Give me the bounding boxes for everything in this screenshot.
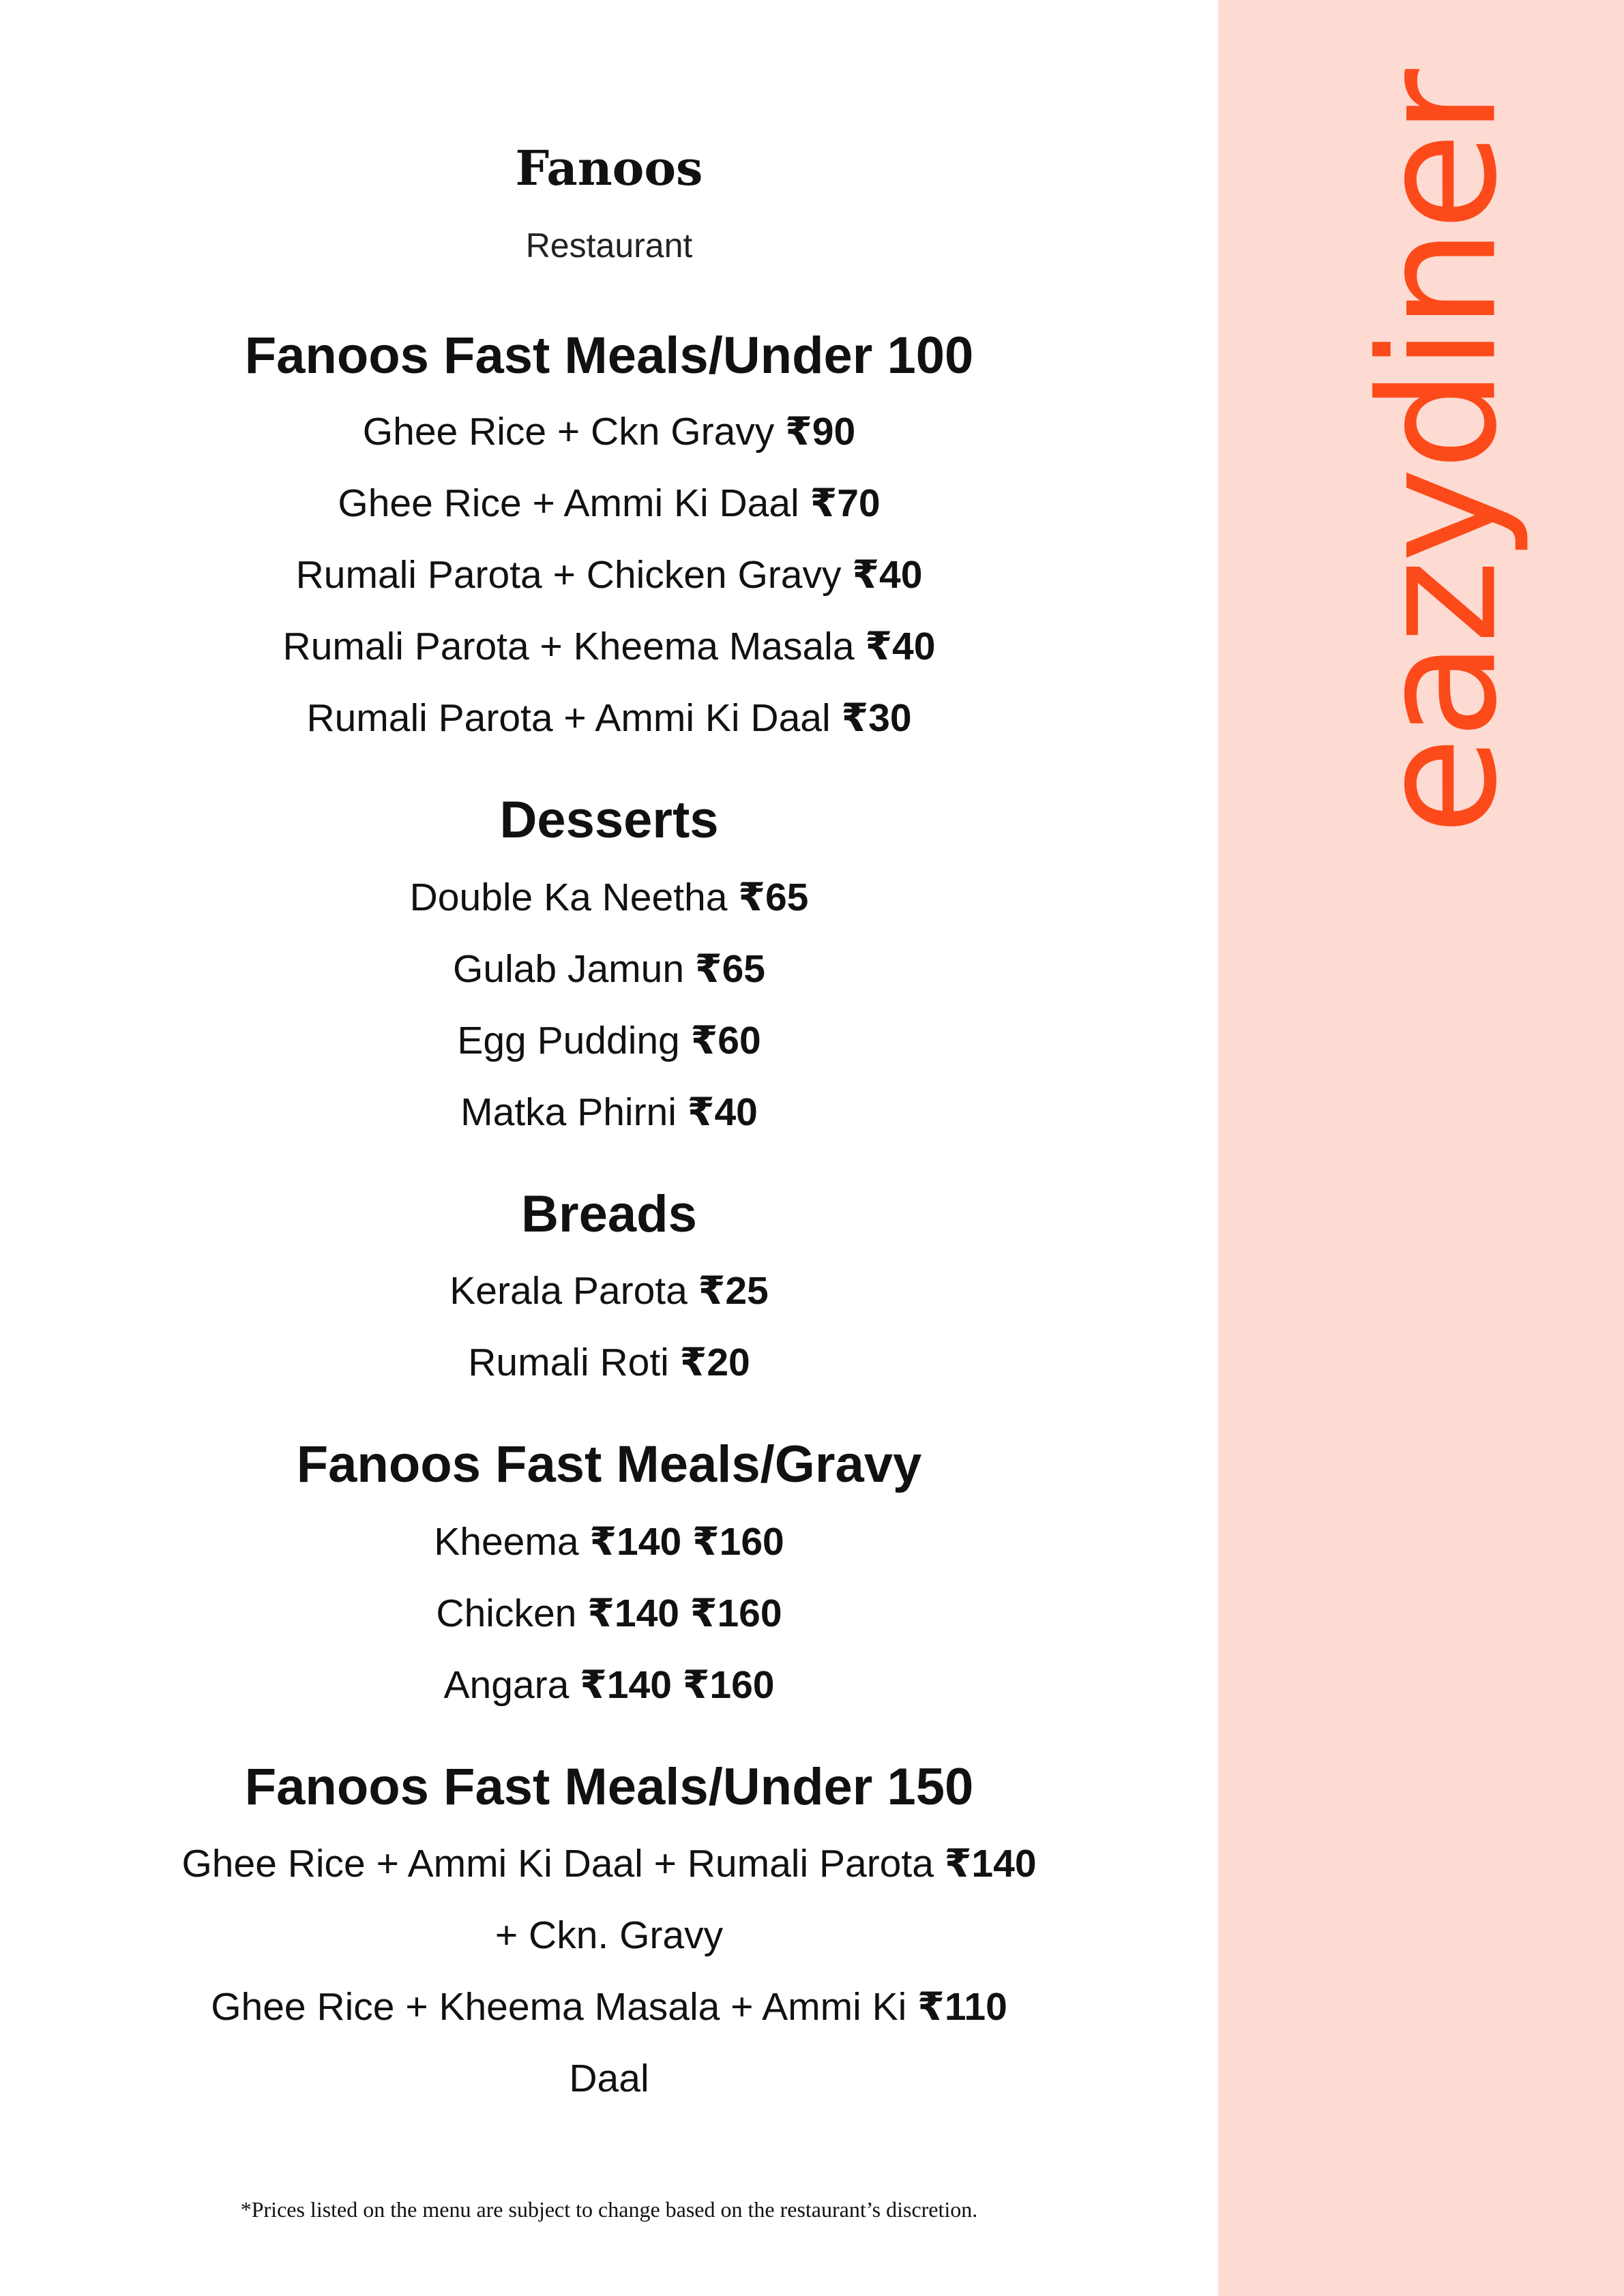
menu-item [0, 1343, 1218, 1382]
menu-item [0, 627, 1218, 666]
item-price: ₹140 ₹160 [589, 1520, 784, 1564]
section-title-desserts: Desserts [499, 791, 719, 849]
section-title-under-150: Fanoos Fast Meals/Under 150 [244, 1758, 974, 1816]
menu-item [0, 1520, 1218, 1564]
item-name: Ghee Rice + Ammi Ki Daal + Rumali Parota [181, 1842, 934, 1885]
item-price: ₹90 [785, 410, 856, 453]
item-price: ₹40 [687, 1090, 758, 1134]
item-name: Rumali Roti [468, 1341, 669, 1384]
menu-item [0, 1594, 1218, 1633]
menu-item [0, 1663, 1218, 1707]
menu-item [0, 878, 1218, 917]
menu-item [0, 1269, 1218, 1313]
restaurant-name: Fanoos [515, 140, 703, 196]
item-price: ₹65 [738, 876, 809, 919]
menu-item [0, 1842, 1218, 1885]
menu-item [0, 1019, 1218, 1062]
item-name: Kerala Parota [449, 1269, 688, 1313]
item-price: ₹40 [852, 553, 923, 597]
item-name: Rumali Parota + Kheema Masala [282, 625, 855, 668]
item-price: ₹140 ₹160 [580, 1663, 775, 1707]
section-title-breads: Breads [521, 1185, 697, 1243]
item-price: ₹70 [810, 481, 881, 525]
item-price: ₹140 [944, 1842, 1037, 1885]
item-price: ₹140 ₹160 [587, 1592, 782, 1635]
item-price: ₹65 [694, 947, 765, 991]
item-price: ₹25 [698, 1269, 769, 1313]
menu-item [0, 947, 1218, 991]
eazydiner-logo: eazydiner [1346, 72, 1533, 835]
item-price: ₹60 [690, 1019, 761, 1062]
item-name: Ghee Rice + Ammi Ki Daal [338, 481, 799, 525]
restaurant-type: Restaurant [525, 226, 693, 265]
item-name: Egg Pudding [457, 1019, 680, 1062]
item-name: Rumali Parota + Chicken Gravy [295, 553, 842, 597]
item-continuation: + Ckn. Gravy [494, 1913, 724, 1957]
item-name: Ghee Rice + Kheema Masala + Ammi Ki [211, 1985, 907, 2029]
item-name: Gulab Jamun [453, 947, 685, 991]
item-name: Ghee Rice + Ckn Gravy [362, 410, 775, 453]
section-title-gravy: Fanoos Fast Meals/Gravy [296, 1435, 922, 1493]
item-price: ₹110 [917, 1985, 1007, 2029]
menu-item [0, 1985, 1218, 2029]
item-name: Chicken [436, 1592, 577, 1635]
menu-item [0, 1090, 1218, 1134]
menu-item [0, 696, 1218, 740]
menu-item [0, 481, 1218, 525]
item-price: ₹20 [679, 1341, 750, 1384]
item-price: ₹40 [865, 625, 936, 668]
item-continuation: Daal [569, 2057, 649, 2100]
menu-item [0, 410, 1218, 453]
disclaimer: *Prices listed on the menu are subject to change based on the restaurant’s discretion. [240, 2197, 978, 2222]
item-name: Rumali Parota + Ammi Ki Daal [306, 696, 831, 740]
menu-item [0, 553, 1218, 597]
section-title-under-100: Fanoos Fast Meals/Under 100 [244, 327, 974, 385]
item-name: Matka Phirni [460, 1090, 677, 1134]
item-name: Angara [443, 1663, 570, 1707]
item-price: ₹30 [841, 696, 912, 740]
item-name: Kheema [434, 1520, 579, 1564]
item-name: Double Ka Neetha [409, 876, 728, 919]
